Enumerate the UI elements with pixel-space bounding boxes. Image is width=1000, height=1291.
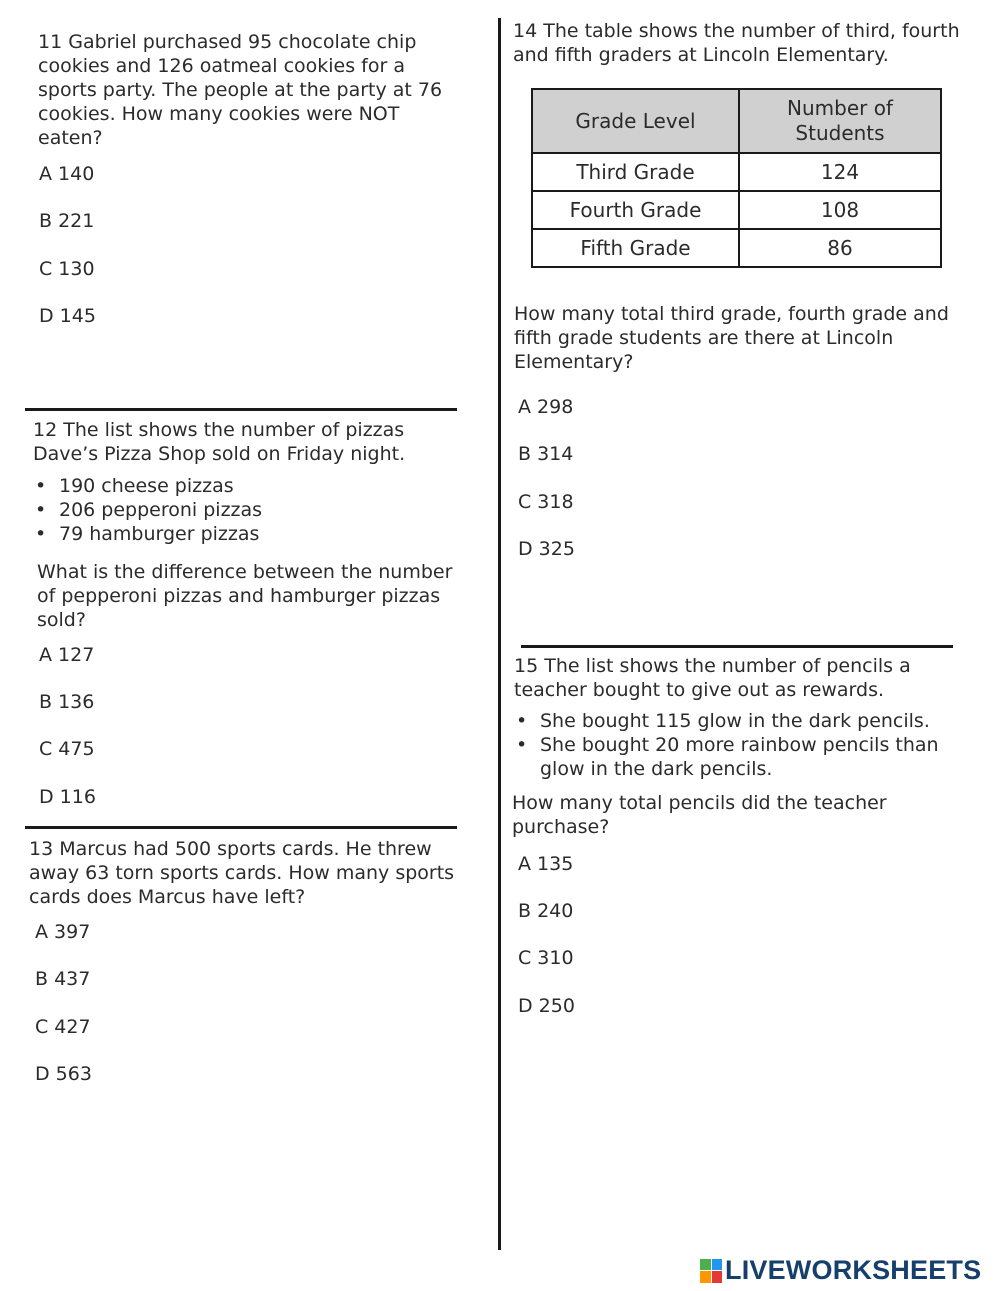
q11-option-c[interactable]: C 130 (39, 258, 95, 280)
q13-option-d[interactable]: D 563 (35, 1063, 92, 1085)
logo-text: LIVEWORKSHEETS (725, 1255, 982, 1285)
q12-bullet-item: • 206 pepperoni pizzas (33, 498, 463, 522)
question-12-prompt: What is the difference between the number of pepperoni pizzas and hamburger pizzas sold? (37, 561, 453, 631)
q11-option-b[interactable]: B 221 (39, 210, 95, 232)
divider-14-15 (521, 645, 953, 648)
q15-option-a[interactable]: A 135 (518, 853, 574, 875)
table-header-number-of-students: Number of Students (739, 89, 941, 153)
q11-option-a[interactable]: A 140 (39, 163, 95, 185)
table-cell-count: 124 (739, 153, 941, 191)
table-header-grade-level: Grade Level (532, 89, 739, 153)
q13-option-b[interactable]: B 437 (35, 968, 91, 990)
q15-bullet-list (514, 709, 954, 781)
table-cell-grade: Fifth Grade (532, 229, 739, 267)
table-row (532, 153, 941, 191)
question-15-prompt: How many total pencils did the teacher purchase? (512, 792, 887, 838)
q15-option-b[interactable]: B 240 (518, 900, 574, 922)
divider-12-13 (25, 826, 457, 829)
q15-bullet-item: • She bought 115 glow in the dark pencils. (514, 709, 954, 733)
q14-option-b[interactable]: B 314 (518, 443, 574, 465)
question-14-text: 14 The table shows the number of third, fourth and fifth graders at Lincoln Elementary. (513, 20, 960, 66)
q14-option-d[interactable]: D 325 (518, 538, 575, 560)
q14-option-a[interactable]: A 298 (518, 396, 574, 418)
q15-option-c[interactable]: C 310 (518, 947, 574, 969)
q12-option-b[interactable]: B 136 (39, 691, 95, 713)
question-14-prompt: How many total third grade, fourth grade and fifth grade students are there at Lincoln Elementary? (514, 303, 949, 373)
question-13-text: 13 Marcus had 500 sports cards. He threw away 63 torn sports cards. How many sports cards does Marcus have left? (29, 838, 455, 908)
q12-bullet-item: • 79 hamburger pizzas (33, 522, 463, 546)
table-header-row (532, 89, 941, 153)
q15-option-d[interactable]: D 250 (518, 995, 575, 1017)
q13-option-a[interactable]: A 397 (35, 921, 91, 943)
liveworksheets-logo-icon (700, 1259, 722, 1283)
q12-option-a[interactable]: A 127 (39, 644, 95, 666)
q15-bullet-item: • She bought 20 more rainbow pencils than glow in the dark pencils. (514, 733, 954, 781)
table-cell-grade: Fourth Grade (532, 191, 739, 229)
q13-option-c[interactable]: C 427 (35, 1016, 91, 1038)
logo-square-icon (700, 1259, 711, 1271)
table-row (532, 229, 941, 267)
liveworksheets-logo[interactable] (700, 1255, 981, 1286)
grade-table (531, 88, 942, 268)
divider-11-12 (25, 408, 457, 411)
table-cell-count: 108 (739, 191, 941, 229)
logo-square-icon (712, 1271, 723, 1283)
q12-bullet-item: • 190 cheese pizzas (33, 474, 463, 498)
q14-option-c[interactable]: C 318 (518, 491, 574, 513)
table-cell-count: 86 (739, 229, 941, 267)
column-divider (498, 18, 501, 1250)
q12-bullet-list (33, 474, 463, 546)
q12-option-d[interactable]: D 116 (39, 786, 96, 808)
question-12-text: 12 The list shows the number of pizzas Dave’s Pizza Shop sold on Friday night. (33, 419, 406, 465)
logo-square-icon (700, 1271, 711, 1283)
q11-option-d[interactable]: D 145 (39, 305, 96, 327)
question-15-text: 15 The list shows the number of pencils a teacher bought to give out as rewards. (514, 655, 911, 701)
table-row (532, 191, 941, 229)
q12-option-c[interactable]: C 475 (39, 738, 95, 760)
table-cell-grade: Third Grade (532, 153, 739, 191)
question-11-text: 11 Gabriel purchased 95 chocolate chip cookies and 126 oatmeal cookies for a sports party. The people at the party at 76 cookies. How many cookies were NOT eaten? (38, 31, 443, 149)
logo-square-icon (712, 1259, 723, 1271)
